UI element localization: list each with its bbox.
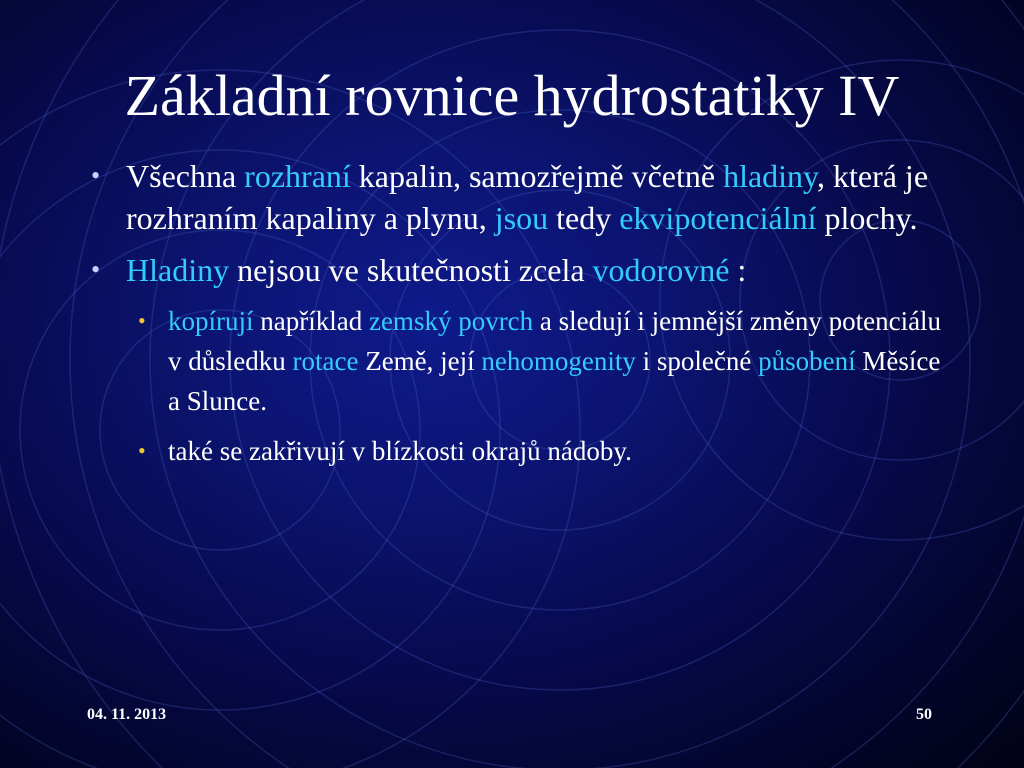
page-number: 50	[916, 706, 932, 723]
text-run: plochy.	[816, 200, 918, 236]
text-run: tedy	[548, 200, 620, 236]
highlight-term: vodorovné	[592, 252, 730, 288]
text-run: , která je rozhraním kapaliny a plynu,	[126, 158, 929, 236]
highlight-term: působení	[758, 346, 856, 376]
text-run: Měsíce a Slunce.	[168, 346, 941, 416]
sub-bullet-item-1	[134, 301, 948, 421]
footer-date: 04. 11. 2013	[87, 706, 167, 723]
bullet-dot-icon: •	[91, 255, 101, 284]
text-run: i společné	[635, 346, 759, 376]
bullet-item-2	[88, 249, 948, 291]
highlight-term: hladiny	[723, 158, 817, 194]
text-run: například	[253, 306, 369, 336]
text-run: nejsou ve skutečnosti zcela	[229, 252, 593, 288]
text-run: kapalin, samozřejmě včetně	[350, 158, 724, 194]
highlight-term: jsou	[494, 200, 549, 236]
text-run: Všechna	[126, 158, 245, 194]
text-run: :	[729, 252, 747, 288]
text-run: také se zakřivují v blízkosti okrajů nádoby.	[168, 436, 632, 466]
highlight-term: ekvipotenciální	[619, 200, 817, 236]
text-run: a sledují i jemnější změny potenciálu v důsledku	[168, 306, 942, 376]
sub-bullet-item-2	[134, 431, 948, 471]
text-run: Země, její	[358, 346, 482, 376]
highlight-term: rotace	[292, 346, 359, 376]
bullet-dot-icon: •	[138, 308, 146, 333]
slide-body	[88, 155, 948, 481]
bullet-item-1	[88, 155, 948, 239]
highlight-term: rozhraní	[244, 158, 351, 194]
bullet-dot-icon: •	[138, 438, 146, 463]
highlight-term: kopírují	[168, 306, 254, 336]
highlight-term: nehomogenity	[481, 346, 636, 376]
highlight-term: zemský povrch	[368, 306, 534, 336]
highlight-term: Hladiny	[126, 252, 230, 288]
bullet-dot-icon: •	[91, 161, 101, 190]
slide-title: Základní rovnice hydrostatiky IV	[124, 63, 900, 128]
